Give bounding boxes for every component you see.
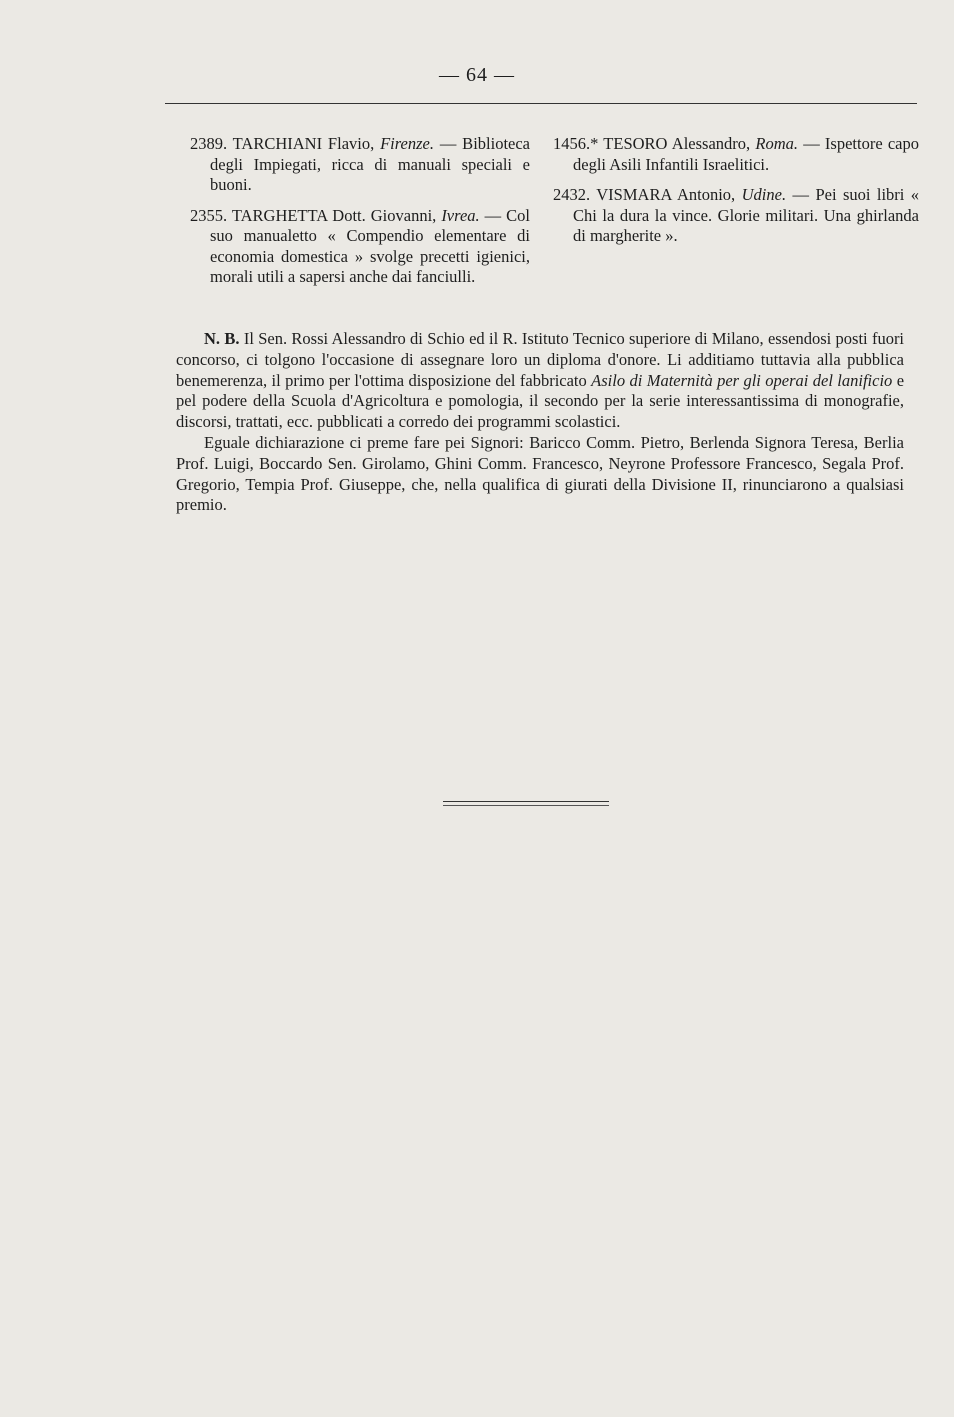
entry-number: 2389. <box>190 134 228 153</box>
note-text-italic: Asilo di Maternità per gli operai del lanificio <box>591 370 893 390</box>
entry-targhetta <box>190 206 530 288</box>
entry-tarchiani <box>190 134 530 196</box>
entry-tesoro <box>553 134 919 175</box>
entry-number: 2355. <box>190 205 228 225</box>
entry-place: Ivrea. <box>441 205 480 225</box>
note-section <box>176 329 904 516</box>
entry-place: Roma. <box>755 134 798 153</box>
left-column <box>190 134 530 298</box>
header-rule <box>165 103 917 104</box>
entry-place: Firenze. <box>380 134 434 153</box>
entry-text: — Ispettore capo degli Asili Infantili Israelitici. <box>573 134 920 174</box>
entry-text: — Col suo manualetto « Compendio elementare di economia domestica » svolge precetti igienici, morali utili a sapersi anche dai fanciulli. <box>210 205 531 286</box>
entry-number: 1456.* <box>553 134 599 153</box>
page-number: — 64 — <box>439 64 515 86</box>
note-text-b: e pel podere della Scuola d'Agricoltura e pomologia, il secondo per la serie interessantissima di monografie, discorsi, trattati, ecc. pubblicati a corredo dei programmi scolastici. <box>176 370 905 432</box>
end-rule <box>443 801 609 802</box>
entry-text: — Pei suoi libri « Chi la dura la vince. Glorie militari. Una ghirlanda di margherite ». <box>573 185 920 245</box>
note-label: N. B. <box>204 329 240 348</box>
entry-vismara <box>553 185 919 247</box>
note-paragraph-2: Eguale dichiarazione ci preme fare pei Signori: Baricco Comm. Pietro, Berlenda Signora Teresa, Berlia Prof. Luigi, Boccardo Sen. Girolamo, Ghini Comm. Francesco, Neyrone Professore Francesco, Segala Prof. Gregorio, Tempia Prof. Giuseppe, che, nella qualifica di giurati della Divisione II, rinunciarono a qualsiasi premio. <box>176 432 904 515</box>
right-column <box>553 134 919 257</box>
entry-name: VISMARA Antonio, <box>596 185 736 204</box>
entry-text: — Biblioteca degli Impiegati, ricca di manuali speciali e buoni. <box>210 134 530 194</box>
entry-name: TARGHETTA Dott. Giovanni, <box>231 205 437 225</box>
entry-name: TESORO Alessandro, <box>603 134 751 153</box>
entry-place: Udine. <box>741 185 787 204</box>
entry-number: 2432. <box>553 185 591 204</box>
entry-name: TARCHIANI Flavio, <box>232 134 375 153</box>
note-text-a: Il Sen. Rossi Alessandro di Schio ed il R. Istituto Tecnico superiore di Milano, essendosi posti fuori concorso, ci tolgono l'occasione di assegnare loro un diploma d'onore. Li additiamo tuttavia alla pubblica benemerenza, il primo per l'ottima disposizione del fabbricato <box>176 329 905 390</box>
end-rule-thin <box>443 805 609 806</box>
note-paragraph-1 <box>176 329 904 433</box>
